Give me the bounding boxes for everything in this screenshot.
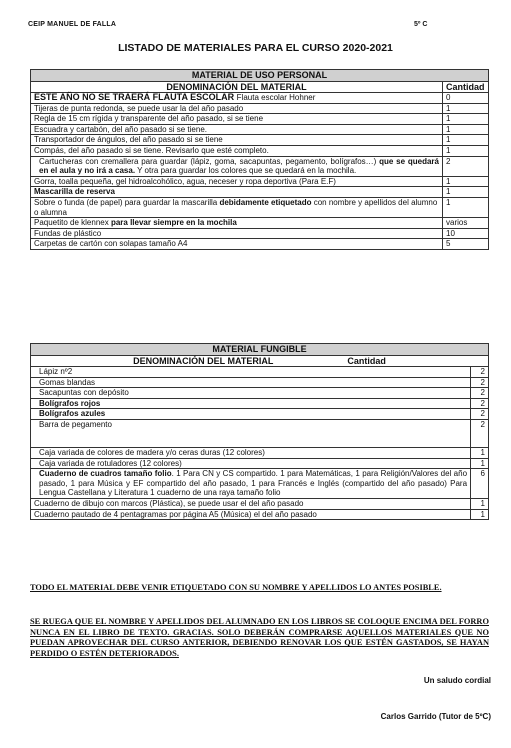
- table-row: [31, 398, 489, 409]
- table-row: [31, 377, 489, 388]
- material-name: [31, 135, 443, 146]
- material-quantity: 6: [471, 469, 489, 499]
- material-name: [31, 419, 471, 447]
- material-quantity: 2: [443, 156, 489, 176]
- material-text: Sacapuntas con depósito: [39, 388, 129, 398]
- material-quantity: 1: [471, 498, 489, 509]
- material-text: Sobre o funda (de papel) para guardar la mascarilla: [34, 197, 220, 207]
- table-row: [31, 187, 489, 198]
- material-name: [31, 458, 471, 469]
- material-quantity: 5: [443, 239, 489, 250]
- material-bold-text: para llevar siempre en la mochila: [110, 218, 237, 228]
- material-name: [31, 156, 443, 176]
- table-row: [31, 114, 489, 125]
- table-row: [31, 388, 489, 399]
- table-row: [31, 103, 489, 114]
- table-row: [31, 197, 489, 217]
- material-bold-text: Cuaderno de cuadros tamaño folio: [39, 469, 172, 479]
- material-text: Y otra para guardar los colores que se quedará en la mochila.: [135, 166, 357, 176]
- material-quantity: 1: [443, 103, 489, 114]
- material-text: Cuaderno de dibujo con marcos (Plástica), se puede usar el del año pasado: [34, 498, 304, 508]
- table-heading-row: [31, 344, 489, 356]
- greeting: Un saludo cordial: [423, 676, 491, 685]
- material-name: [31, 124, 443, 135]
- material-name: [31, 187, 443, 198]
- books-notice: SE RUEGA QUE EL NOMBRE Y APELLIDOS DEL ALUMNADO EN LOS LIBROS SE COLOQUE ENCIMA DEL FORRO NUNCA EN EL LIBRO DE TEXTO. GRACIAS. SOLO DEBERÁN COMPRARSE AQUELLOS MATERIALES QUE NO PUEDAN APROVECHAR DEL CURSO ANTERIOR, DEBIENDO RENOVAR LOS QUE ESTÉN GASTADOS, SE HAYAN PERDIDO O ESTÉN DETERIORADOS.: [30, 617, 489, 658]
- material-quantity: varios: [443, 218, 489, 229]
- label-notice: TODO EL MATERIAL DEBE VENIR ETIQUETADO CON SU NOMBRE Y APELLIDOS LO ANTES POSIBLE.: [30, 583, 442, 592]
- material-text: Regla de 15 cm rígida y transparente del año pasado, si se tiene: [34, 114, 264, 124]
- table-row: [31, 469, 489, 499]
- table-row: [31, 228, 489, 239]
- material-text: Compás, del año pasado si se tiene. Revisarlo que esté completo.: [34, 145, 269, 155]
- material-text: Carpetas de cartón con solapas tamaño A4: [34, 239, 188, 249]
- table-row: [31, 509, 489, 520]
- material-quantity: 1: [443, 135, 489, 146]
- material-name: [31, 498, 471, 509]
- column-header-name: [31, 356, 489, 367]
- table-row: [31, 458, 489, 469]
- material-name: [31, 93, 443, 104]
- material-text: Gorra, toalla pequeña, gel hidroalcohólico, agua, neceser y ropa deportiva (Para E.F): [34, 176, 336, 186]
- material-name: [31, 145, 443, 156]
- material-bold-text: ESTE AÑO NO SE TRAERÁ FLAUTA ESCOLAR: [34, 92, 237, 102]
- material-bold-text: Bolígrafos rojos: [39, 398, 101, 408]
- material-quantity: 10: [443, 228, 489, 239]
- material-name: [31, 469, 471, 499]
- material-text: con nombre y apellidos del alumno o alumna: [34, 197, 438, 217]
- school-name: CEIP MANUEL DE FALLA: [28, 21, 117, 28]
- material-quantity: 1: [443, 187, 489, 198]
- material-name: [31, 388, 471, 399]
- column-header-name: DENOMINACIÓN DEL MATERIAL: [31, 82, 443, 93]
- material-name: [31, 114, 443, 125]
- material-quantity: 1: [471, 447, 489, 458]
- material-name: [31, 409, 471, 420]
- material-name: [31, 197, 443, 217]
- table-row: [31, 419, 489, 447]
- material-quantity: 1: [443, 114, 489, 125]
- material-bold-text: que se quedará en el aula y no irá a casa.: [39, 156, 439, 176]
- table-row: [31, 239, 489, 250]
- material-quantity: 2: [471, 388, 489, 399]
- material-name: [31, 103, 443, 114]
- table-row: [31, 145, 489, 156]
- column-header-quantity: Cantidad: [347, 356, 386, 366]
- material-text: Cuaderno pautado de 4 pentagramas por página A5 (Música) el del año pasado: [34, 509, 317, 519]
- material-text: Lápiz nº2: [39, 367, 73, 376]
- signature-name: Carlos Garrido (Tutor de 5ºC): [380, 712, 491, 721]
- personal-materials-table: [30, 69, 489, 250]
- page-title: LISTADO DE MATERIALES PARA EL CURSO 2020-2021: [118, 42, 393, 54]
- table-heading: MATERIAL FUNGIBLE: [31, 344, 489, 356]
- table-row: [31, 498, 489, 509]
- table-row: [31, 409, 489, 420]
- table-row: [31, 176, 489, 187]
- material-quantity: 1: [471, 509, 489, 520]
- material-quantity: 0: [443, 93, 489, 104]
- material-text: Barra de pegamento: [39, 419, 112, 429]
- material-quantity: 2: [471, 398, 489, 409]
- table-row: [31, 218, 489, 229]
- table-row: [31, 367, 489, 378]
- material-quantity: 2: [471, 419, 489, 447]
- material-text: . 1 Para CN y CS compartido. 1 para Matemáticas, 1 para Religión/Valores del año pasado, 1 para Música y EF compartido del año pasado, 1 para Francés e Inglés (compartido del año pasado) Para Lengua Castellana y Literatura 1 cuaderno de una raya tamaño folio: [39, 469, 468, 498]
- fungible-materials-table: [30, 343, 489, 520]
- table-row: [31, 447, 489, 458]
- material-text: Paquetito de klennex: [34, 218, 111, 228]
- material-name: [31, 239, 443, 250]
- table-row: [31, 156, 489, 176]
- material-bold-text: debidamente etiquetado: [219, 197, 312, 207]
- material-text: Cartucheras con cremallera para guardar (lápiz, goma, sacapuntas, pegamento, bolígrafos…): [39, 156, 380, 166]
- material-quantity: 1: [443, 176, 489, 187]
- material-quantity: 2: [471, 367, 489, 378]
- material-quantity: 1: [443, 197, 489, 217]
- material-name: [31, 176, 443, 187]
- column-header-name-text: DENOMINACIÓN DEL MATERIAL: [133, 356, 274, 366]
- table-row: [31, 124, 489, 135]
- table-heading: MATERIAL DE USO PERSONAL: [31, 70, 489, 82]
- material-text: Transportador de ángulos, del año pasado si se tiene: [34, 135, 223, 145]
- column-header-row: [31, 82, 489, 93]
- material-name: [31, 367, 471, 378]
- material-bold-text: Mascarilla de reserva: [34, 187, 115, 197]
- material-text: Caja variada de rotuladores (12 colores): [39, 458, 182, 468]
- material-bold-text: Bolígrafos azules: [39, 409, 106, 419]
- material-text: Escuadra y cartabón, del año pasado si se tiene.: [34, 124, 207, 134]
- material-name: [31, 398, 471, 409]
- table-row: [31, 135, 489, 146]
- material-text: Caja variada de colores de madera y/o ceras duras (12 colores): [39, 447, 265, 457]
- material-name: [31, 228, 443, 239]
- material-quantity: 1: [443, 145, 489, 156]
- grade-label: 5º C: [414, 21, 428, 28]
- material-text: Fundas de plástico: [34, 228, 102, 238]
- material-quantity: 1: [443, 124, 489, 135]
- material-name: [31, 447, 471, 458]
- material-quantity: 2: [471, 409, 489, 420]
- material-quantity: 1: [471, 458, 489, 469]
- material-text: Flauta escolar Hohner: [236, 93, 316, 102]
- table-heading-row: [31, 70, 489, 82]
- column-header-quantity: Cantidad: [443, 82, 489, 93]
- table-row: [31, 93, 489, 104]
- material-quantity: 2: [471, 377, 489, 388]
- column-header-row: [31, 356, 489, 367]
- material-name: [31, 218, 443, 229]
- material-name: [31, 377, 471, 388]
- material-text: Gomas blandas: [39, 377, 96, 387]
- material-name: [31, 509, 471, 520]
- material-text: Tijeras de punta redonda, se puede usar la del año pasado: [34, 103, 244, 113]
